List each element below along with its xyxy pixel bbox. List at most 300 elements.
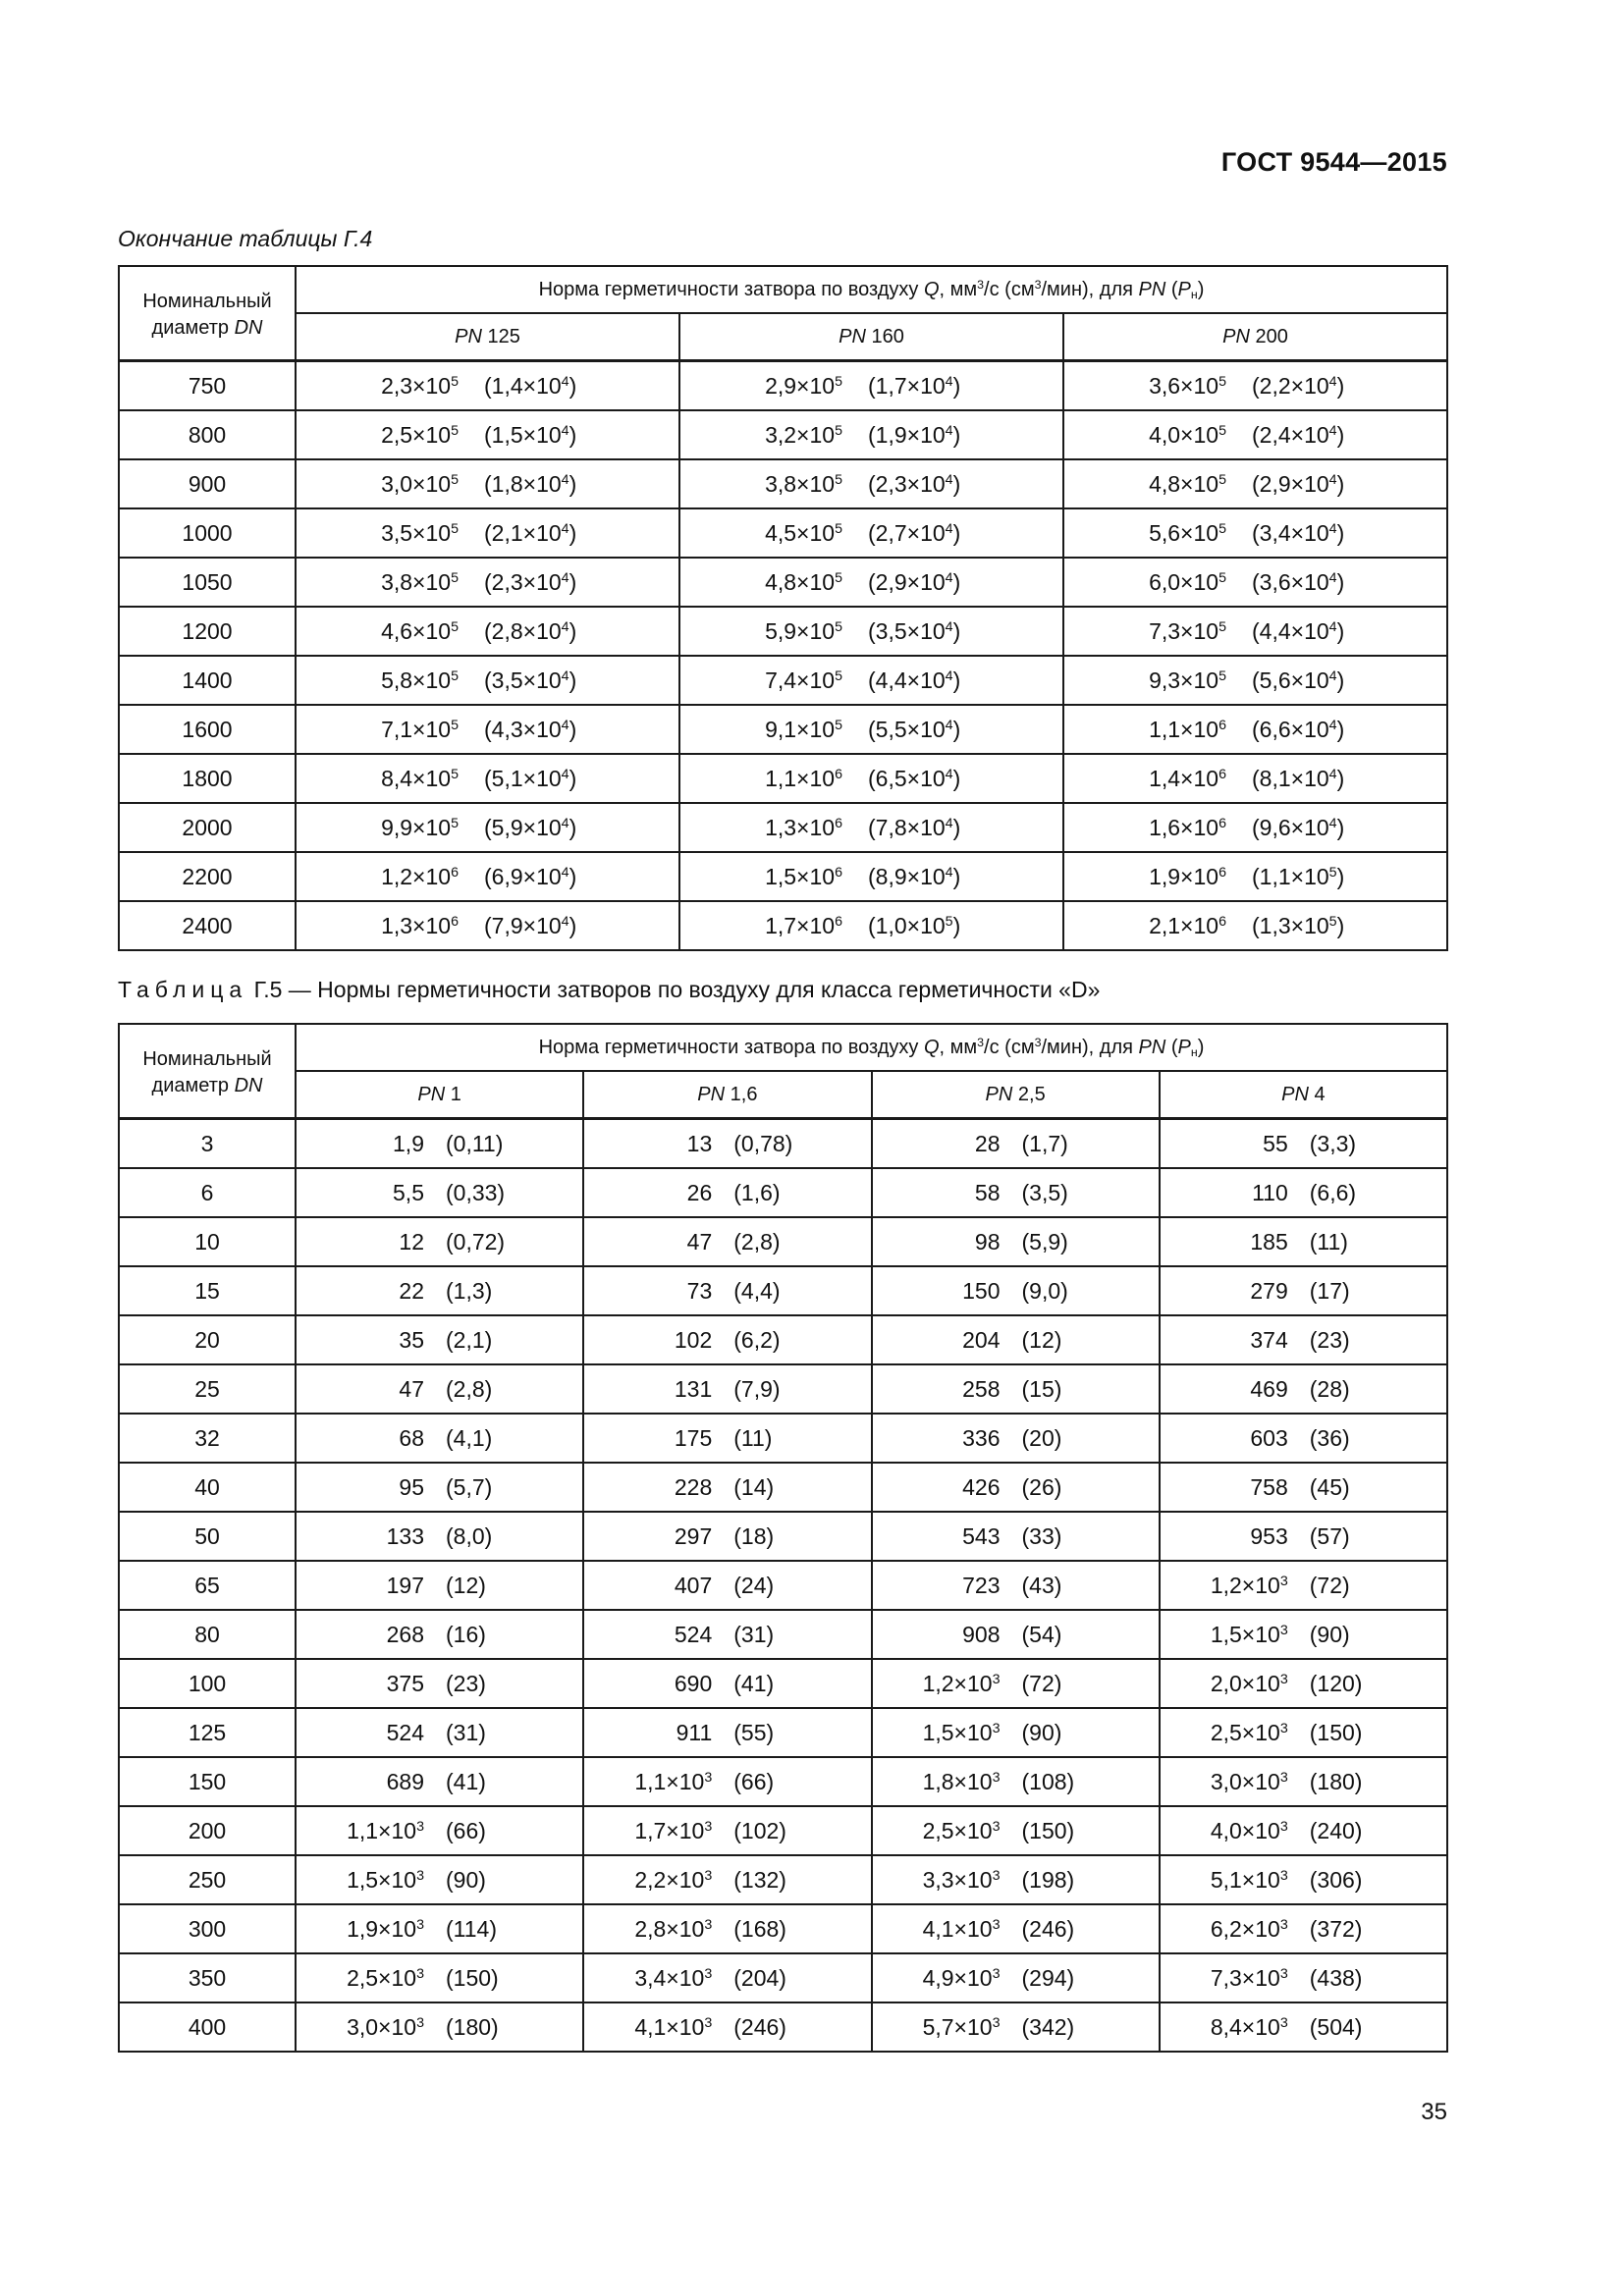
leakage-value-mm3s: 524 [386,1719,424,1745]
leakage-value-cm3min: (180) [1309,1768,1363,1794]
table-row [119,361,1447,411]
leakage-value-cm3min: $(1,0\times 10^5)$ [868,912,961,938]
dn-cell: 3 [119,1119,296,1169]
page-number: 35 [1421,2099,1447,2125]
leakage-cell [296,1953,583,2002]
leakage-cell [296,508,679,558]
leakage-value-mm3s: 258 [962,1375,1001,1402]
leakage-value-cm3min: (9,0) [1021,1277,1068,1304]
leakage-value-cm3min: (20) [1021,1424,1062,1451]
leakage-value-mm3s: $4,8\times 10^5$ [765,568,842,595]
table-row [119,607,1447,656]
table5-caption-text: Г.5 — Нормы герметичности затворов по воздуху для класса герметичности «D» [253,977,1101,1002]
leakage-value-cm3min: (18) [733,1522,775,1549]
leakage-cell [583,1904,871,1953]
leakage-cell [583,1217,871,1266]
leakage-cell [583,1364,871,1414]
leakage-cell [1063,705,1447,754]
table-row [119,1168,1447,1217]
table4-continuation-caption: Окончание таблицы Г.4 [118,226,373,251]
leakage-cell [583,1708,871,1757]
leakage-value-cm3min: (2,8) [446,1375,493,1402]
dn-cell: 800 [119,410,296,459]
leakage-value-cm3min: (168) [733,1915,786,1942]
leakage-cell [296,1561,583,1610]
leakage-value-cm3min: $(2,9\times 10^4)$ [1252,470,1345,497]
leakage-cell [296,705,679,754]
leakage-value-mm3s: 426 [962,1473,1001,1500]
dn-cell: 50 [119,1512,296,1561]
column-header-leakage-rate: Норма герметичности затвора по воздуху Q, $мм^3/с$ $(см^3/мин)$, для PN $(P_н)$ [296,266,1447,313]
table-row [119,1217,1447,1266]
table-row [119,1266,1447,1315]
leakage-value-cm3min: $(2,1\times 10^4)$ [484,519,577,546]
dn-cell: 1200 [119,607,296,656]
leakage-cell [872,1757,1160,1806]
leakage-cell [296,1463,583,1512]
table-row [119,1463,1447,1512]
leakage-value-cm3min: $(3,5\times 10^4)$ [484,667,577,693]
leakage-cell [583,1315,871,1364]
leakage-cell [872,1659,1160,1708]
leakage-value-mm3s: 5,5 [393,1179,424,1205]
leakage-value-mm3s: 26 [686,1179,713,1205]
leakage-value-mm3s: $2,5\times 10^3$ [347,1964,424,1991]
leakage-value-mm3s: $1,3\times 10^6$ [381,912,459,938]
leakage-cell [1063,607,1447,656]
leakage-value-mm3s: $1,2\times 10^3$ [1210,1572,1288,1598]
leakage-value-mm3s: $7,4\times 10^5$ [765,667,842,693]
leakage-cell [872,1904,1160,1953]
leakage-value-cm3min: (90) [1309,1621,1350,1647]
leakage-value-cm3min: $(4,4\times 10^4)$ [868,667,961,693]
leakage-value-cm3min: (6,6) [1309,1179,1357,1205]
pn-header: PN 200 [1063,313,1447,361]
leakage-cell [1160,1315,1447,1364]
leakage-value-mm3s: $3,4\times 10^3$ [634,1964,713,1991]
leakage-cell [872,2002,1160,2052]
dn-cell: 1600 [119,705,296,754]
leakage-value-cm3min: $(1,7\times 10^4)$ [868,372,961,399]
leakage-value-mm3s: 723 [962,1572,1001,1598]
leakage-value-cm3min: $(1,5\times 10^4)$ [484,421,577,448]
leakage-cell [296,1414,583,1463]
leakage-value-cm3min: (6,2) [733,1326,781,1353]
dn-cell: 100 [119,1659,296,1708]
leakage-value-mm3s: $3,6\times 10^5$ [1149,372,1226,399]
dn-cell: 15 [119,1266,296,1315]
leakage-cell [872,1168,1160,1217]
leakage-value-cm3min: $(7,8\times 10^4)$ [868,814,961,840]
leakage-value-cm3min: (41) [733,1670,775,1696]
leakage-value-mm3s: $2,5\times 10^5$ [381,421,459,448]
leakage-cell [1063,754,1447,803]
leakage-value-mm3s: $1,1\times 10^6$ [1149,716,1226,742]
leakage-value-cm3min: (0,11) [446,1130,504,1156]
leakage-cell [296,852,679,901]
leakage-value-cm3min: (26) [1021,1473,1062,1500]
leakage-cell [583,1266,871,1315]
leakage-value-mm3s: $3,5\times 10^5$ [381,519,459,546]
leakage-value-mm3s: 55 [1263,1130,1288,1156]
table-row [119,1610,1447,1659]
leakage-cell [583,1512,871,1561]
leakage-value-mm3s: $7,3\times 10^3$ [1210,1964,1288,1991]
dn-cell: 1000 [119,508,296,558]
column-header-dn [119,266,296,361]
leakage-cell [296,1659,583,1708]
leakage-value-cm3min: (246) [1021,1915,1075,1942]
leakage-cell [1160,2002,1447,2052]
dn-header-line1: Номинальный [142,291,272,312]
leakage-value-mm3s: $3,0\times 10^5$ [381,470,459,497]
leakage-value-cm3min: (306) [1309,1866,1363,1893]
leakage-value-cm3min: (55) [733,1719,775,1745]
dn-cell: 250 [119,1855,296,1904]
leakage-value-mm3s: 911 [676,1719,713,1745]
table-g4 [118,265,1448,951]
leakage-value-mm3s: 297 [674,1522,713,1549]
leakage-value-mm3s: 133 [386,1522,424,1549]
dn-cell: 25 [119,1364,296,1414]
dn-cell: 1400 [119,656,296,705]
leakage-value-mm3s: 13 [686,1130,713,1156]
pn-header-row [119,313,1447,361]
leakage-value-mm3s: $1,5\times 10^3$ [1210,1621,1288,1647]
table-row [119,1855,1447,1904]
leakage-value-mm3s: $4,1\times 10^3$ [922,1915,1001,1942]
table-row [119,656,1447,705]
leakage-value-cm3min: $(5,9\times 10^4)$ [484,814,577,840]
leakage-cell [1160,1561,1447,1610]
leakage-cell [1160,1463,1447,1512]
leakage-value-cm3min: (41) [446,1768,486,1794]
leakage-cell [872,1266,1160,1315]
dn-cell: 400 [119,2002,296,2052]
leakage-value-cm3min: $(1,9\times 10^4)$ [868,421,961,448]
leakage-value-cm3min: (66) [733,1768,775,1794]
leakage-value-cm3min: $(3,5\times 10^4)$ [868,617,961,644]
leakage-cell [1160,1659,1447,1708]
table-row [119,1708,1447,1757]
leakage-value-mm3s: 953 [1250,1522,1288,1549]
leakage-value-cm3min: $(4,3\times 10^4)$ [484,716,577,742]
leakage-cell [872,1119,1160,1169]
leakage-value-mm3s: $1,1\times 10^3$ [347,1817,424,1843]
leakage-value-mm3s: 28 [974,1130,1001,1156]
leakage-value-cm3min: (15) [1021,1375,1062,1402]
table-row [119,705,1447,754]
leakage-value-mm3s: $1,1\times 10^3$ [634,1768,713,1794]
leakage-cell [1063,508,1447,558]
leakage-value-mm3s: 374 [1250,1326,1288,1353]
leakage-value-mm3s: 758 [1250,1473,1288,1500]
leakage-value-mm3s: 175 [674,1424,713,1451]
table-row [119,803,1447,852]
dn-header-line2: диаметр DN [151,317,263,339]
leakage-value-cm3min: (0,33) [446,1179,506,1205]
leakage-value-mm3s: $1,5\times 10^6$ [765,863,842,889]
leakage-value-cm3min: $(9,6\times 10^4)$ [1252,814,1345,840]
leakage-value-mm3s: $1,3\times 10^6$ [765,814,842,840]
leakage-value-mm3s: 12 [399,1228,424,1255]
table-row [119,852,1447,901]
dn-cell: 20 [119,1315,296,1364]
table-row [119,754,1447,803]
leakage-cell [679,852,1063,901]
leakage-cell [296,1266,583,1315]
table-row [119,901,1447,950]
leakage-value-cm3min: (90) [1021,1719,1062,1745]
leakage-value-mm3s: $3,8\times 10^5$ [765,470,842,497]
leakage-cell [1063,803,1447,852]
leakage-value-cm3min: (204) [733,1964,786,1991]
document-header: ГОСТ 9544—2015 [1220,147,1447,177]
leakage-value-cm3min: $(1,8\times 10^4)$ [484,470,577,497]
leakage-value-mm3s: 1,9 [393,1130,424,1156]
leakage-value-cm3min: (16) [446,1621,486,1647]
leakage-value-cm3min: $(6,9\times 10^4)$ [484,863,577,889]
leakage-cell [296,361,679,411]
leakage-cell [872,1953,1160,2002]
leakage-value-mm3s: 268 [386,1621,424,1647]
table-g4-body [119,361,1447,951]
leakage-value-mm3s: 131 [674,1375,713,1402]
dn-cell: 1050 [119,558,296,607]
leakage-value-mm3s: $4,0\times 10^5$ [1149,421,1226,448]
leakage-value-mm3s: $3,0\times 10^3$ [347,2013,424,2040]
leakage-cell [872,1855,1160,1904]
dn-cell: 32 [119,1414,296,1463]
leakage-value-cm3min: (504) [1309,2013,1363,2040]
leakage-value-mm3s: $5,6\times 10^5$ [1149,519,1226,546]
leakage-value-mm3s: $2,8\times 10^3$ [634,1915,713,1942]
leakage-value-mm3s: 908 [962,1621,1001,1647]
leakage-value-mm3s: 98 [974,1228,1001,1255]
leakage-value-mm3s: 228 [674,1473,713,1500]
leakage-value-mm3s: $4,0\times 10^3$ [1210,1817,1288,1843]
leakage-cell [679,459,1063,508]
leakage-value-cm3min: $(5,6\times 10^4)$ [1252,667,1345,693]
leakage-value-mm3s: $5,7\times 10^3$ [922,2013,1001,2040]
leakage-value-cm3min: (72) [1021,1670,1062,1696]
leakage-value-cm3min: (5,9) [1021,1228,1068,1255]
leakage-value-cm3min: (31) [446,1719,486,1745]
leakage-value-cm3min: $(5,5\times 10^4)$ [868,716,961,742]
leakage-value-cm3min: $(2,3\times 10^4)$ [484,568,577,595]
leakage-cell [296,1512,583,1561]
leakage-value-mm3s: 185 [1250,1228,1288,1255]
leakage-value-cm3min: (1,3) [446,1277,493,1304]
leakage-cell [296,558,679,607]
leakage-value-cm3min: (438) [1309,1964,1363,1991]
leakage-value-mm3s: $1,4\times 10^6$ [1149,765,1226,791]
dn-cell: 350 [119,1953,296,2002]
leakage-cell [872,1364,1160,1414]
leakage-value-mm3s: $1,9\times 10^3$ [347,1915,424,1942]
leakage-value-mm3s: $2,1\times 10^6$ [1149,912,1226,938]
pn-header: PN 1 [296,1071,583,1119]
leakage-value-mm3s: 375 [386,1670,424,1696]
leakage-cell [583,1855,871,1904]
leakage-value-mm3s: $3,3\times 10^3$ [922,1866,1001,1893]
leakage-cell [872,1610,1160,1659]
pn-header: PN 160 [679,313,1063,361]
leakage-value-cm3min: $(3,4\times 10^4)$ [1252,519,1345,546]
table-row [119,1659,1447,1708]
leakage-cell [296,1119,583,1169]
column-header-leakage-rate: Норма герметичности затвора по воздуху Q, $мм^3/с$ $(см^3/мин)$, для PN $(P_н)$ [296,1024,1447,1071]
leakage-value-mm3s: $2,3\times 10^5$ [381,372,459,399]
leakage-cell [296,754,679,803]
leakage-cell [679,607,1063,656]
leakage-cell [296,607,679,656]
leakage-value-cm3min: (246) [733,2013,786,2040]
leakage-cell [872,1806,1160,1855]
leakage-value-cm3min: (240) [1309,1817,1363,1843]
table-row [119,1315,1447,1364]
dn-header-line1: Номинальный [142,1048,272,1070]
leakage-value-mm3s: $1,6\times 10^6$ [1149,814,1226,840]
dn-cell: 125 [119,1708,296,1757]
leakage-value-cm3min: $(1,3\times 10^5)$ [1252,912,1345,938]
leakage-cell [296,1855,583,1904]
pn-header: PN 4 [1160,1071,1447,1119]
column-header-dn [119,1024,296,1119]
leakage-value-mm3s: 58 [974,1179,1001,1205]
leakage-value-cm3min: (11) [1309,1228,1348,1255]
dn-cell: 80 [119,1610,296,1659]
leakage-cell [296,410,679,459]
leakage-value-cm3min: (120) [1309,1670,1363,1696]
leakage-value-cm3min: (102) [733,1817,786,1843]
table-row [119,1904,1447,1953]
leakage-cell [872,1708,1160,1757]
leakage-cell [872,1512,1160,1561]
leakage-value-mm3s: $5,8\times 10^5$ [381,667,459,693]
leakage-value-mm3s: $1,5\times 10^3$ [347,1866,424,1893]
dn-cell: 300 [119,1904,296,1953]
leakage-value-mm3s: 68 [399,1424,424,1451]
leakage-cell [1063,901,1447,950]
leakage-value-mm3s: $4,1\times 10^3$ [634,2013,713,2040]
leakage-value-cm3min: $(5,1\times 10^4)$ [484,765,577,791]
leakage-value-mm3s: $1,7\times 10^3$ [634,1817,713,1843]
leakage-value-mm3s: 47 [686,1228,713,1255]
leakage-value-cm3min: (23) [1309,1326,1350,1353]
leakage-value-mm3s: 22 [399,1277,424,1304]
leakage-cell [679,754,1063,803]
leakage-cell [296,1806,583,1855]
leakage-value-cm3min: (5,7) [446,1473,493,1500]
leakage-value-cm3min: (4,4) [733,1277,781,1304]
leakage-cell [1160,1512,1447,1561]
leakage-cell [679,361,1063,411]
table5-caption-word: Таблица [118,977,248,1002]
dn-cell: 750 [119,361,296,411]
leakage-value-cm3min: $(2,7\times 10^4)$ [868,519,961,546]
leakage-value-cm3min: (43) [1021,1572,1062,1598]
leakage-cell [679,901,1063,950]
leakage-value-cm3min: (66) [446,1817,486,1843]
table-row [119,1119,1447,1169]
leakage-value-cm3min: (2,8) [733,1228,781,1255]
leakage-value-mm3s: $2,2\times 10^3$ [634,1866,713,1893]
leakage-value-mm3s: 95 [399,1473,424,1500]
leakage-value-cm3min: $(1,1\times 10^5)$ [1252,863,1345,889]
leakage-value-cm3min: $(2,8\times 10^4)$ [484,617,577,644]
leakage-value-cm3min: (150) [446,1964,499,1991]
leakage-cell [583,1463,871,1512]
leakage-value-cm3min: (4,1) [446,1424,493,1451]
leakage-value-mm3s: $1,7\times 10^6$ [765,912,842,938]
leakage-cell [1063,361,1447,411]
leakage-value-cm3min: (12) [1021,1326,1062,1353]
dn-cell: 6 [119,1168,296,1217]
leakage-value-mm3s: $1,2\times 10^3$ [922,1670,1001,1696]
leakage-value-cm3min: (36) [1309,1424,1350,1451]
table-row [119,1806,1447,1855]
leakage-cell [1160,1855,1447,1904]
leakage-cell [1160,1266,1447,1315]
leakage-value-mm3s: 543 [962,1522,1001,1549]
leakage-value-mm3s: $5,1\times 10^3$ [1210,1866,1288,1893]
leakage-value-mm3s: 603 [1250,1424,1288,1451]
dn-cell: 2000 [119,803,296,852]
leakage-value-mm3s: $6,2\times 10^3$ [1210,1915,1288,1942]
pn-header: PN 1,6 [583,1071,871,1119]
leakage-value-cm3min: (33) [1021,1522,1062,1549]
leakage-value-mm3s: $4,6\times 10^5$ [381,617,459,644]
leakage-cell [1160,1414,1447,1463]
leakage-cell [1160,1364,1447,1414]
leakage-value-cm3min: (180) [446,2013,499,2040]
table-row [119,1512,1447,1561]
leakage-value-cm3min: (294) [1021,1964,1075,1991]
dn-header-line2: диаметр DN [151,1075,263,1096]
leakage-cell [296,1364,583,1414]
table5-caption [118,977,1100,1003]
leakage-cell [679,656,1063,705]
leakage-value-mm3s: 197 [386,1572,424,1598]
leakage-cell [679,803,1063,852]
leakage-value-cm3min: $(2,4\times 10^4)$ [1252,421,1345,448]
leakage-cell [1160,1904,1447,1953]
leakage-value-mm3s: 150 [962,1277,1001,1304]
leakage-value-cm3min: (57) [1309,1522,1350,1549]
table-row [119,508,1447,558]
leakage-cell [583,1953,871,2002]
leakage-value-mm3s: $1,8\times 10^3$ [922,1768,1001,1794]
leakage-value-cm3min: $(4,4\times 10^4)$ [1252,617,1345,644]
leakage-value-cm3min: (54) [1021,1621,1062,1647]
leakage-value-mm3s: 204 [962,1326,1001,1353]
leakage-cell [872,1463,1160,1512]
table-row [119,1757,1447,1806]
leakage-cell [583,1610,871,1659]
table-row [119,1561,1447,1610]
leakage-cell [583,1659,871,1708]
dn-cell: 2200 [119,852,296,901]
leakage-cell [1063,459,1447,508]
dn-cell: 10 [119,1217,296,1266]
leakage-cell [872,1414,1160,1463]
leakage-value-mm3s: 110 [1252,1179,1288,1205]
dn-cell: 40 [119,1463,296,1512]
leakage-value-mm3s: $7,3\times 10^5$ [1149,617,1226,644]
leakage-value-mm3s: $3,0\times 10^3$ [1210,1768,1288,1794]
leakage-value-cm3min: (90) [446,1866,486,1893]
